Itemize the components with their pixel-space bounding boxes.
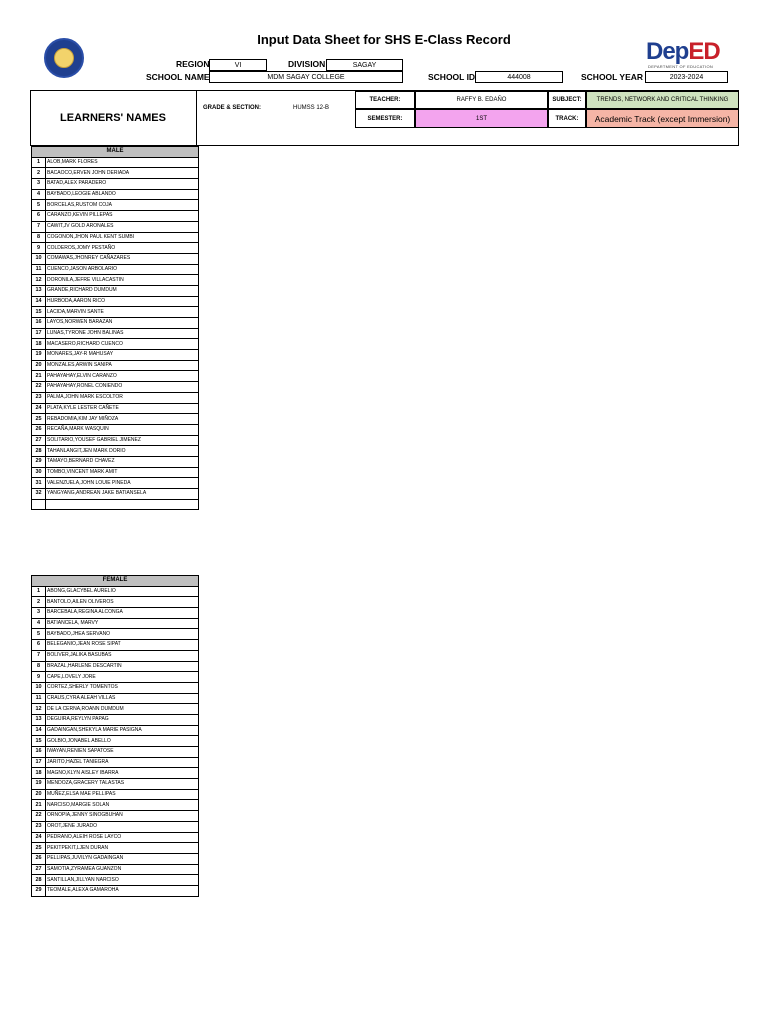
table-row [32,768,199,779]
learner-name-cell[interactable]: BORCELAS,RUSTOM COJA [46,200,199,211]
row-number: 32 [32,489,46,500]
table-row [32,586,199,597]
row-number: 3 [32,179,46,190]
row-number: 13 [32,714,46,725]
row-number: 26 [32,853,46,864]
learner-name-cell[interactable]: BATIANCELA, MARVY [46,618,199,629]
subject-value[interactable]: TRENDS, NETWORK AND CRITICAL THINKING [586,91,739,109]
row-number: 25 [32,414,46,425]
learner-name-cell[interactable]: COGONON,JHON PAUL KENT SUMBI [46,232,199,243]
table-row [32,382,199,393]
table-row [32,789,199,800]
row-number: 18 [32,768,46,779]
table-row [32,682,199,693]
table-row [32,318,199,329]
grade-section-label: GRADE & SECTION: [202,105,261,111]
learner-name-cell[interactable]: COLDEROS,JOMY PESTAÑO [46,243,199,254]
row-number: 1 [32,586,46,597]
table-row [32,725,199,736]
learner-name-cell[interactable]: PEKITPEKIT,LJEN DURAN [46,843,199,854]
table-row [32,661,199,672]
table-row [32,811,199,822]
learner-name-cell[interactable]: TEOMALE,ALEXA GAMAROHA [46,885,199,896]
table-row [32,843,199,854]
row-number: 6 [32,640,46,651]
learner-name-cell[interactable]: PALMA,JOHN MARK ESCOLTOR [46,392,199,403]
table-row [32,736,199,747]
learners-names-heading: LEARNERS' NAMES [30,90,197,146]
row-number: 29 [32,885,46,896]
table-row [32,832,199,843]
deped-logo: DepED [646,38,720,65]
table-row [32,221,199,232]
learner-name-cell[interactable]: BARCEBALA,REGINA ALCONGA [46,608,199,619]
learner-name-cell[interactable]: CRAUS,CYRA ALEAH VILLAS [46,693,199,704]
learner-name-cell[interactable]: CAWIT,JV GOLD ARONALES [46,221,199,232]
row-number: 24 [32,403,46,414]
learner-name-cell[interactable]: LAYOS,NORWEN BARAZAN [46,318,199,329]
table-row [32,672,199,683]
table-row [32,371,199,382]
table-row [32,478,199,489]
row-number: 21 [32,800,46,811]
row-number: 28 [32,875,46,886]
table-row [32,456,199,467]
learner-name-cell[interactable]: TAMAYO,BERNARD CHAVEZ [46,456,199,467]
row-number: 27 [32,864,46,875]
semester-label: SEMESTER: [355,109,415,128]
table-row [32,650,199,661]
row-number: 10 [32,253,46,264]
learner-name-cell[interactable]: PLATA,KYLE LESTER CAÑETE [46,403,199,414]
subject-label: SUBJECT: [548,91,586,109]
track-value[interactable]: Academic Track (except Immersion) [586,109,739,128]
table-row [32,414,199,425]
row-number: 3 [32,608,46,619]
learner-name-cell[interactable]: BATAD,ALEX PARADERO [46,179,199,190]
learner-name-cell[interactable]: DE LA CERNA,ROANN DUMDUM [46,704,199,715]
row-number: 21 [32,371,46,382]
table-row [32,275,199,286]
table-row [32,608,199,619]
table-row [32,489,199,500]
row-number: 7 [32,221,46,232]
learner-name-cell[interactable]: PEDRANO,ALEIH ROSE LAYCO [46,832,199,843]
track-label: TRACK: [548,109,586,128]
row-number: 15 [32,307,46,318]
row-number: 22 [32,811,46,822]
learner-name-cell[interactable]: CAPE,LOVELY JORE [46,672,199,683]
school-id-label: SCHOOL ID [428,72,476,82]
row-number: 28 [32,446,46,457]
table-row [32,597,199,608]
table-row [32,821,199,832]
row-number: 13 [32,285,46,296]
learner-name-cell[interactable]: ABONG,GLACYBEL AURELIO [46,586,199,597]
learner-name-cell[interactable]: SAMOTIA,ZYRAMEA GUANZON [46,864,199,875]
male-learners-table [31,146,199,510]
table-row [32,800,199,811]
table-row [32,757,199,768]
row-number: 4 [32,189,46,200]
learner-name-cell[interactable]: BOLIVER,JALIKA BASUBAS [46,650,199,661]
learner-name-cell[interactable]: MONZALES,ARWIN SANIPA [46,360,199,371]
table-row [32,747,199,758]
row-number: 16 [32,747,46,758]
learner-name-cell[interactable]: SANTILLAN,JILLYAN NARCISO [46,875,199,886]
learner-name-cell[interactable]: RECAÑA,MARK WASQUIN [46,424,199,435]
deped-seal-icon [44,38,84,78]
row-number: 24 [32,832,46,843]
row-number: 11 [32,693,46,704]
female-caption: FEMALE [32,576,199,587]
table-row [32,629,199,640]
table-row [32,499,199,510]
table-row [32,253,199,264]
learner-name-cell[interactable]: PAHAYAHAY,RONEL CONIENDO [46,382,199,393]
teacher-label: TEACHER: [355,91,415,109]
row-number: 22 [32,382,46,393]
learner-name-cell[interactable]: BRAZAL,HARLENE DESCARTIN [46,661,199,672]
row-number: 1 [32,157,46,168]
row-number: 17 [32,757,46,768]
learner-name-cell[interactable]: NARCISO,MARGIE SOLAN [46,800,199,811]
table-row [32,714,199,725]
female-learners-table [31,575,199,897]
table-row [32,885,199,896]
learner-name-cell[interactable]: IWAYAN,RENIEN SAPATOSE [46,747,199,758]
division-field[interactable]: SAGAY [326,59,403,71]
learner-name-cell[interactable]: BANTOLO,AILEN OLIVEROS [46,597,199,608]
learner-name-cell[interactable]: YANGYANG,ANDREAN JAKE BATIANSELA [46,489,199,500]
learner-name-cell[interactable]: REBADOMIA,KIM JAY MIÑOZA [46,414,199,425]
learner-name-cell[interactable]: BELEGANIO,JEAN ROSE SIPAT [46,640,199,651]
learner-name-cell[interactable]: JARITO,HAZEL TANIEGRA [46,757,199,768]
learner-name-cell[interactable]: GOLBIO,JONABEL ABELLO [46,736,199,747]
learner-name-cell[interactable]: BAYBADO,LEOGIE ABLANDO [46,189,199,200]
learner-name-cell[interactable]: LACIDA,MARVIN SANTE [46,307,199,318]
table-row [32,640,199,651]
row-number: 26 [32,424,46,435]
learner-name-cell[interactable]: CARANZO,KEVIN PILLEPAS [46,211,199,222]
male-caption: MALE [32,147,199,158]
learner-name-cell[interactable]: ORNOPIA,JENNY SINOGBUHAN [46,811,199,822]
row-number: 12 [32,704,46,715]
learner-name-cell[interactable]: MONARES,JAY-R MAHUSAY [46,350,199,361]
table-row [32,350,199,361]
row-number: 2 [32,597,46,608]
row-number: 4 [32,618,46,629]
row-number: 30 [32,467,46,478]
learner-name-cell[interactable]: CORTEZ,SHERLY TOMENTOS [46,682,199,693]
learner-name-cell[interactable]: PELLIPAS,JUVILYN GADAINGAN [46,853,199,864]
row-number: 8 [32,661,46,672]
school-year-label: SCHOOL YEAR [581,72,644,82]
learner-name-cell[interactable]: PAHAYAHAY,ELVIN CARANZO [46,371,199,382]
table-row [32,168,199,179]
school-name-field[interactable]: MDM SAGAY COLLEGE [209,71,403,83]
learner-name-cell[interactable]: VALENZUELA,JOHN LOUIE PINEDA [46,478,199,489]
table-row [32,360,199,371]
row-number: 6 [32,211,46,222]
row-number: 25 [32,843,46,854]
grade-section-value[interactable]: HUMSS 12-B [292,105,329,111]
school-id-field[interactable]: 444008 [475,71,563,83]
learner-name-cell[interactable]: DORONILA,JEFRE VILLACASTIN [46,275,199,286]
division-label: DIVISION [288,59,326,69]
row-number: 9 [32,672,46,683]
learner-name-cell[interactable] [46,499,199,510]
row-number: 16 [32,318,46,329]
table-row [32,853,199,864]
row-number: 14 [32,296,46,307]
row-number [32,499,46,510]
region-field[interactable]: VI [209,59,267,71]
learner-name-cell[interactable]: HURBODA,AARON RICO [46,296,199,307]
table-row [32,435,199,446]
row-number: 15 [32,736,46,747]
row-number: 2 [32,168,46,179]
school-name-label: SCHOOL NAME [146,72,210,82]
row-number: 31 [32,478,46,489]
row-number: 8 [32,232,46,243]
row-number: 7 [32,650,46,661]
table-row [32,875,199,886]
learner-name-cell[interactable]: MACASERO,RICHARD CUENCO [46,339,199,350]
learner-name-cell[interactable]: MENDOZA,GRACERY TALASTAS [46,779,199,790]
learner-name-cell[interactable]: OROT,JENE JURADO [46,821,199,832]
table-row [32,232,199,243]
school-year-field[interactable]: 2023-2024 [645,71,728,83]
learner-name-cell[interactable]: LUNAS,TYRONE JOHN BALINAS [46,328,199,339]
table-row [32,618,199,629]
table-row [32,328,199,339]
row-number: 10 [32,682,46,693]
learner-name-cell[interactable]: MUÑEZ,ELSA MAE PELLIPAS [46,789,199,800]
row-number: 23 [32,821,46,832]
learner-name-cell[interactable]: BAYBADO,JHEA SERVANO [46,629,199,640]
learner-name-cell[interactable]: BACAOCO,ERVEN JOHN DERIADA [46,168,199,179]
row-number: 11 [32,264,46,275]
table-row [32,211,199,222]
learner-name-cell[interactable]: CUENCO,JASON ARBOLARIO [46,264,199,275]
table-row [32,704,199,715]
row-number: 20 [32,789,46,800]
learner-name-cell[interactable]: GADAINGAN,SHEKYLA MARIE PASIGNA [46,725,199,736]
table-row [32,243,199,254]
learner-name-cell[interactable]: ALOB,MARK FLORES [46,157,199,168]
learner-name-cell[interactable]: GRANDE,RICHARD DUMDUM [46,285,199,296]
table-row [32,264,199,275]
learner-name-cell[interactable]: MAGNO,KLYN AISLEY IBARRA [46,768,199,779]
semester-value[interactable]: 1ST [415,109,548,128]
table-row [32,693,199,704]
table-row [32,392,199,403]
table-row [32,779,199,790]
row-number: 12 [32,275,46,286]
learner-name-cell[interactable]: SOLITARIO,YOUSEF GABRIEL JIMENEZ [46,435,199,446]
row-number: 5 [32,629,46,640]
row-number: 14 [32,725,46,736]
row-number: 23 [32,392,46,403]
table-row [32,285,199,296]
table-row [32,179,199,190]
row-number: 20 [32,360,46,371]
row-number: 19 [32,779,46,790]
learner-name-cell[interactable]: COMAWAS,JHONREY CAÑAZARES [46,253,199,264]
row-number: 17 [32,328,46,339]
row-number: 18 [32,339,46,350]
deped-logo-subtext: DEPARTMENT OF EDUCATION [648,64,714,69]
table-row [32,467,199,478]
row-number: 29 [32,456,46,467]
table-row [32,403,199,414]
page-title: Input Data Sheet for SHS E-Class Record [257,32,511,47]
table-row [32,307,199,318]
row-number: 27 [32,435,46,446]
learner-name-cell[interactable]: DEGUIRA,REYLYN PAPAG [46,714,199,725]
teacher-value[interactable]: RAFFY B. EDAÑO [415,91,548,109]
table-row [32,446,199,457]
row-number: 9 [32,243,46,254]
table-row [32,339,199,350]
row-number: 19 [32,350,46,361]
table-row [32,200,199,211]
table-row [32,189,199,200]
learner-name-cell[interactable]: TAHANLANGIT,JEN MARK DORIO [46,446,199,457]
table-row [32,157,199,168]
row-number: 5 [32,200,46,211]
table-row [32,864,199,875]
table-row [32,424,199,435]
table-row [32,296,199,307]
learner-name-cell[interactable]: TOMBO,VINCENT MARK AMIT [46,467,199,478]
region-label: REGION [176,59,210,69]
